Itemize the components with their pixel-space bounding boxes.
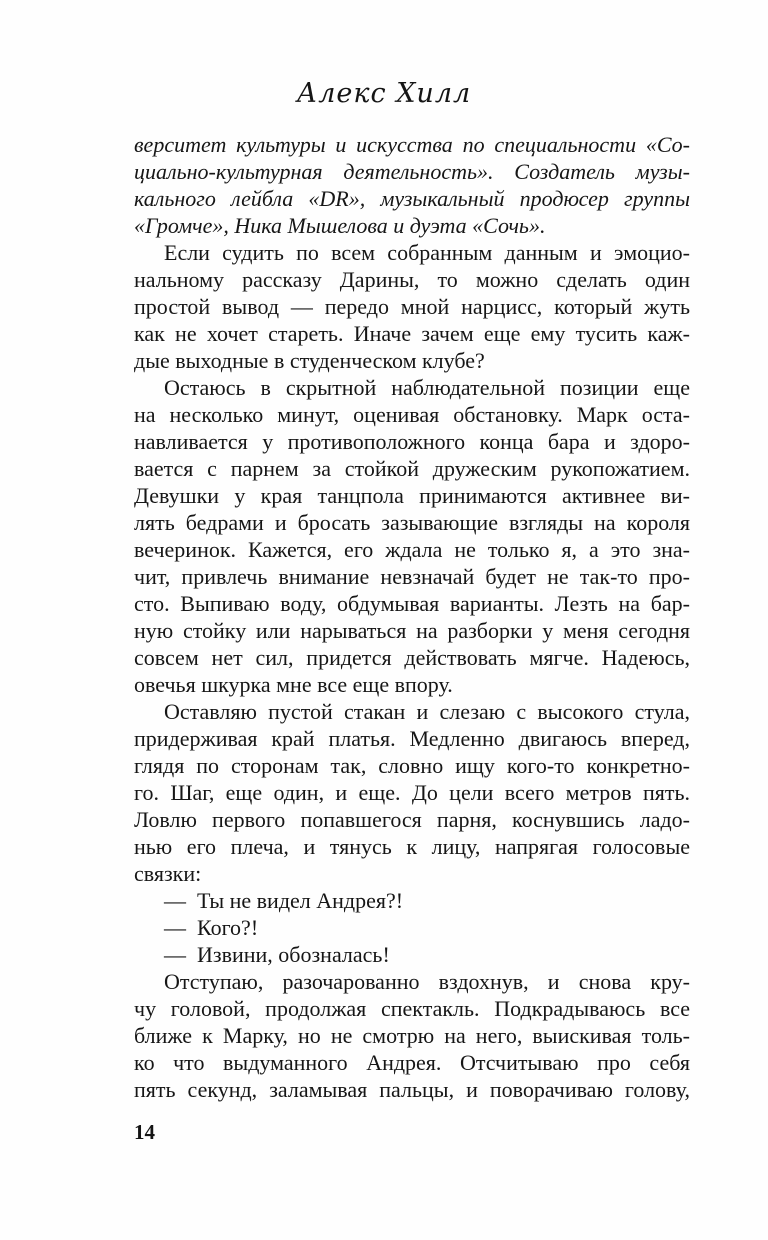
text-line: нальному рассказу Дарины, то можно сделать один <box>134 267 690 292</box>
paragraph <box>134 374 690 698</box>
text-line: Ловлю первого попавшегося парня, коснувшись ладо- <box>134 807 690 832</box>
text-line: дые выходные в студенческом клубе? <box>134 348 485 373</box>
text-line: — Извини, обозналась! <box>164 942 390 967</box>
text-line: го. Шаг, еще один, и еще. До цели всего метров пять. <box>134 780 690 805</box>
text-line: верситет культуры и искусства по специальности «Со- <box>134 132 690 157</box>
text-line: вается с парнем за стойкой дружеским рукопожатием. <box>134 456 690 481</box>
text-line: Девушки у края танцпола принимаются активнее ви- <box>134 483 690 508</box>
paragraph <box>134 698 690 887</box>
text-line: Отступаю, разочарованно вздохнув, и снова кру- <box>164 969 690 994</box>
text-line: — Ты не видел Андрея?! <box>164 888 404 913</box>
text-line: ко что выдуманного Андрея. Отсчитываю про себя <box>134 1050 690 1075</box>
text-line: придерживая край платья. Медленно двигаюсь вперед, <box>134 726 690 751</box>
text-line: «Громче», Ника Мышелова и дуэта «Сочь». <box>134 213 546 238</box>
text-line: навливается у противоположного конца бара и здоро- <box>134 429 690 454</box>
text-line: нью его плеча, и тянусь к лицу, напрягая голосовые <box>134 834 690 859</box>
text-line: Остаюсь в скрытной наблюдательной позиции еще <box>164 375 690 400</box>
paragraph <box>134 131 690 239</box>
page-number: 14 <box>134 1120 155 1144</box>
text-line: — Кого?! <box>164 915 259 940</box>
text-line: совсем нет сил, придется действовать мягче. Надеюсь, <box>134 645 690 670</box>
running-head-author: Алекс Хилл <box>296 78 472 109</box>
text-line: вечеринок. Кажется, его ждала не только я, а это зна- <box>134 537 690 562</box>
text-line: Если судить по всем собранным данным и эмоцио- <box>164 240 690 265</box>
text-line: глядя по сторонам так, словно ищу кого-то конкретно- <box>134 753 690 778</box>
text-line: лять бедрами и бросать зазывающие взгляды на короля <box>134 510 690 535</box>
text-line: кального лейбла «DR», музыкальный продюсер группы <box>134 186 690 211</box>
text-line: Оставляю пустой стакан и слезаю с высокого стула, <box>164 699 690 724</box>
text-line: простой вывод — передо мной нарцисс, который жуть <box>134 294 690 319</box>
paragraph <box>134 914 690 941</box>
paragraph <box>134 941 690 968</box>
text-line: ближе к Марку, но не смотрю на него, выискивая толь- <box>134 1023 690 1048</box>
text-line: ную стойку или нарываться на разборки у меня сегодня <box>134 618 690 643</box>
text-line: чу головой, продолжая спектакль. Подкрадываюсь все <box>134 996 690 1021</box>
text-line: овечья шкурка мне все еще впору. <box>134 672 453 697</box>
text-line: чит, привлечь внимание невзначай будет не так-то про- <box>134 564 690 589</box>
text-line: на несколько минут, оценивая обстановку. Марк оста- <box>134 402 690 427</box>
text-line: циально-культурная деятельность». Создатель музы- <box>134 159 690 184</box>
text-line: как не хочет стареть. Иначе зачем еще ему тусить каж- <box>134 321 690 346</box>
body-text <box>134 131 690 1103</box>
text-line: сто. Выпиваю воду, обдумывая варианты. Лезть на бар- <box>134 591 690 616</box>
paragraph <box>134 239 690 374</box>
paragraph <box>134 968 690 1103</box>
text-line: пять секунд, заламывая пальцы, и поворачиваю голову, <box>134 1077 690 1102</box>
paragraph <box>134 887 690 914</box>
text-line: связки: <box>134 861 202 886</box>
